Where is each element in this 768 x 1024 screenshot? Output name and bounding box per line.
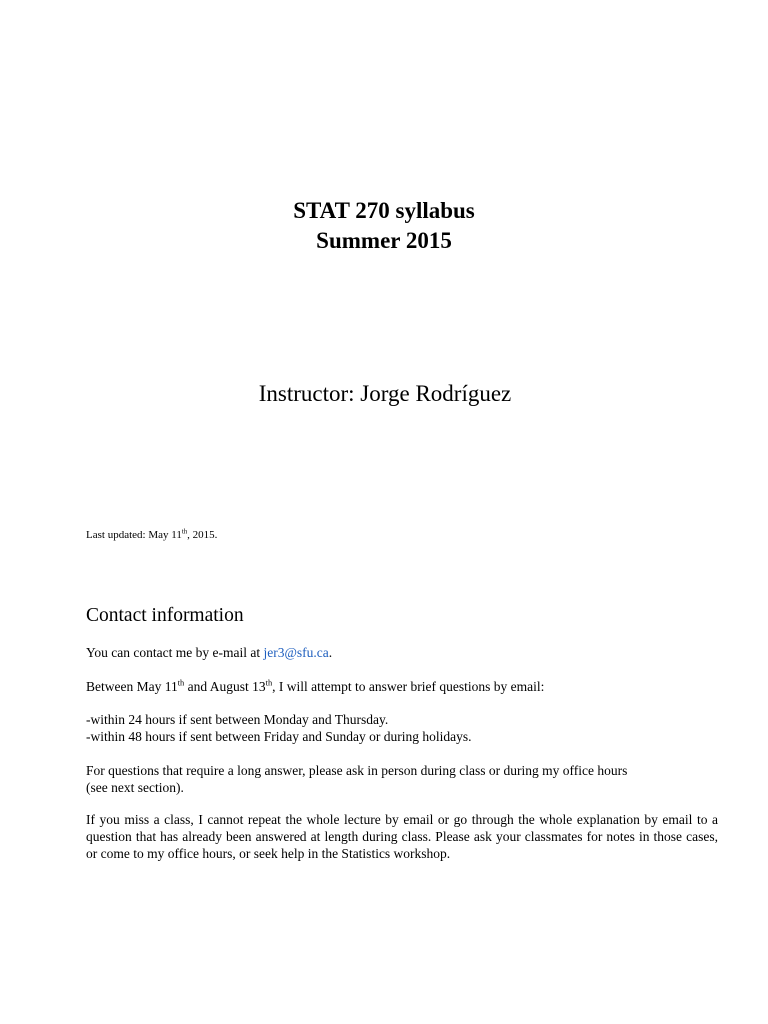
miss-class-paragraph: If you miss a class, I cannot repeat the whole lecture by email or go through the whole explanation by email to a question that has already been answered at length during class. Please ask your classmates for notes in those cases, or come to my office hours, or seek help in the Statistics workshop.: [86, 812, 718, 861]
last-updated-suffix: , 2015.: [187, 529, 218, 541]
contact-suffix: .: [328, 645, 333, 660]
response-times: [86, 711, 718, 745]
between-part1: Between May 11: [86, 679, 178, 694]
long-answer-paragraph: [86, 762, 718, 796]
long-answer-line-2: (see next section).: [86, 780, 184, 795]
between-part2: and August 13: [184, 679, 266, 694]
within-48-hours: -within 48 hours if sent between Friday and Sunday or during holidays.: [86, 729, 472, 744]
email-link[interactable]: jer3@sfu.ca: [263, 645, 329, 660]
instructor-name: Instructor: Jorge Rodríguez: [258, 381, 512, 406]
last-updated-prefix: Last updated: May 11: [86, 529, 182, 541]
syllabus-title: STAT 270 syllabus: [293, 198, 475, 223]
between-ordinal-1: th: [177, 678, 185, 688]
between-part3: , I will attempt to answer brief questions by email:: [272, 679, 545, 694]
between-line: [86, 678, 718, 695]
contact-line: [86, 644, 718, 661]
within-24-hours: -within 24 hours if sent between Monday and Thursday.: [86, 712, 389, 727]
last-updated: [86, 528, 217, 542]
last-updated-ordinal: th: [181, 528, 188, 536]
between-ordinal-2: th: [265, 678, 273, 688]
syllabus-term: Summer 2015: [316, 228, 452, 253]
contact-prefix: You can contact me by e-mail at: [86, 645, 264, 660]
long-answer-line-1: For questions that require a long answer, please ask in person during class or during my office hours: [86, 763, 628, 778]
contact-heading: Contact information: [86, 605, 244, 626]
